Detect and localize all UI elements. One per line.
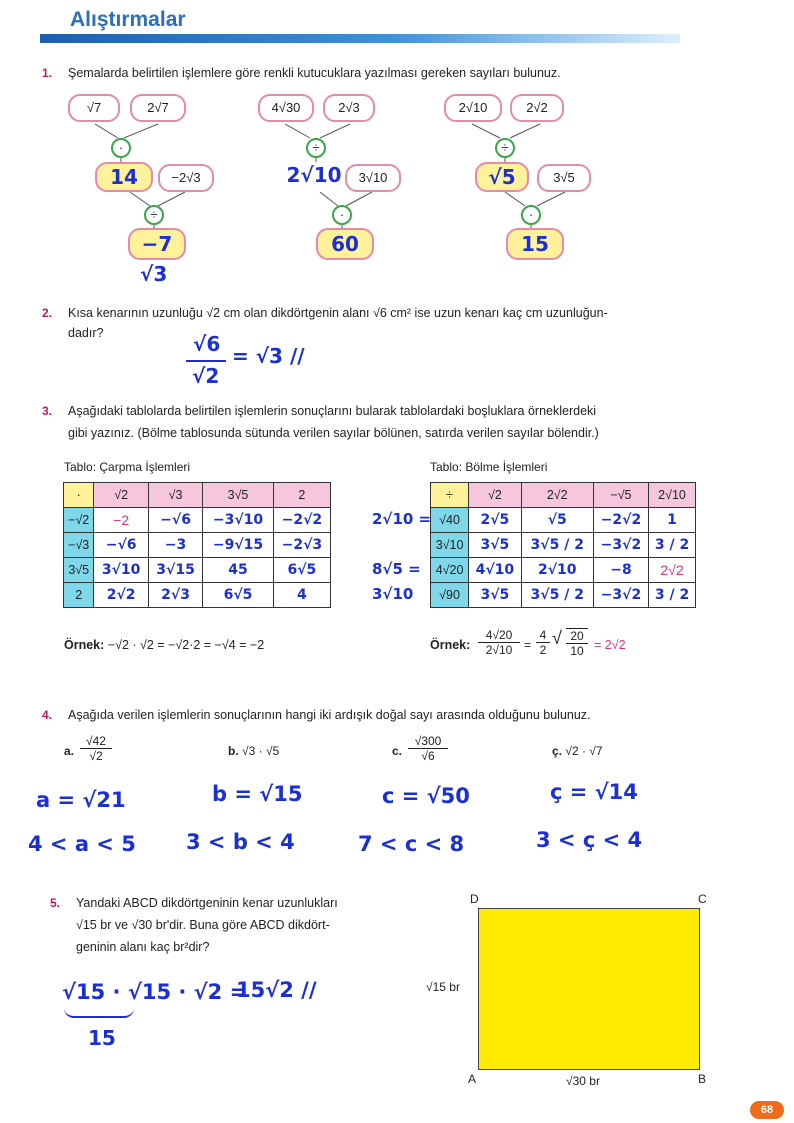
handwritten-answer: √6 [193, 332, 221, 356]
handwritten-answer: 2√10 [537, 562, 577, 578]
table-caption: Tablo: Çarpma İşlemleri [64, 460, 191, 474]
handwritten-answer: 3 / 2 [654, 587, 690, 603]
table-caption: Tablo: Bölme İşlemleri [430, 460, 548, 474]
question-number: 1. [42, 66, 53, 80]
table-row-header: 2 [64, 583, 94, 608]
item-fraction [408, 734, 448, 763]
fraction-denominator: √2 [80, 748, 112, 763]
divide-operator: ÷ [306, 138, 326, 158]
divide-operator: ÷ [495, 138, 515, 158]
handwritten-answer: c = √50 [382, 784, 470, 808]
handwritten-answer: 3 < b < 4 [186, 830, 295, 854]
table-cell [94, 558, 148, 583]
multiply-operator: · [521, 205, 541, 225]
table-header-cell: √2 [469, 483, 522, 508]
table-cell [148, 533, 202, 558]
fraction-numerator: 4 [539, 628, 547, 642]
table-cell [521, 558, 593, 583]
table-cell [593, 508, 648, 533]
handwritten-answer: √5 [547, 512, 567, 528]
handwritten-answer: 3 / 2 [654, 537, 690, 553]
handwritten-answer: 3√15 [156, 562, 195, 578]
table-cell [469, 583, 522, 608]
handwritten-answer: −3√2 [600, 537, 642, 553]
diagram3-input-c: 3√5 [537, 164, 591, 192]
fraction-numerator: √300 [414, 734, 442, 748]
example-label: Örnek: [430, 638, 471, 652]
fraction-denominator: 2√10 [478, 642, 520, 657]
handwritten-answer: −√6 [160, 512, 191, 528]
table-cell [94, 508, 148, 533]
handwritten-answer: −3√10 [212, 512, 264, 528]
fraction-denominator: 2 [536, 642, 550, 657]
table-cell [203, 558, 274, 583]
handwritten-answer: √3 [140, 262, 168, 286]
brace [64, 1008, 134, 1018]
handwritten-answer: 60 [331, 232, 359, 256]
radical-sign: √ [552, 628, 562, 648]
handwritten-answer: 2√3 [161, 587, 190, 603]
item-c-cedilla: ç. √2 · √7 [552, 744, 603, 758]
table-cell [203, 508, 274, 533]
table-row-header: 4√20 [431, 558, 469, 583]
table-row [64, 558, 331, 583]
multiply-operator: · [332, 205, 352, 225]
page-number-badge: 68 [750, 1101, 784, 1119]
handwritten-answer: 2√2 [106, 587, 136, 603]
example-fraction [478, 628, 520, 657]
table-header-cell: 2√10 [649, 483, 696, 508]
table-row [64, 508, 331, 533]
handwritten-answer: 3√10 [101, 562, 141, 578]
handwritten-answer: −2√2 [600, 512, 642, 528]
handwritten-note: 8√5 = [372, 560, 421, 578]
fraction-numerator: √42 [86, 734, 106, 748]
handwritten-answer: 1 [667, 512, 677, 528]
handwritten-answer: 3√5 / 2 [530, 537, 584, 553]
handwritten-answer: −7 [141, 232, 173, 256]
question-number: 2. [42, 306, 53, 320]
handwritten-answer: a = √21 [36, 788, 126, 812]
table-cell [593, 583, 648, 608]
table-cell [649, 558, 696, 583]
diagram3-input-b: 2√2 [510, 94, 564, 122]
diagram1-result-box [128, 228, 186, 260]
table-row-header: −√3 [64, 533, 94, 558]
handwritten-answer: 15 [88, 1026, 116, 1050]
handwritten-answer: −2√3 [281, 537, 323, 553]
example-label: Örnek: [64, 638, 105, 652]
handwritten-answer: 7 < c < 8 [358, 832, 465, 856]
table-corner-cell: ÷ [431, 483, 469, 508]
diagram1-input-c: −2√3 [158, 164, 214, 192]
fraction-bar [186, 360, 226, 362]
handwritten-answer: 14 [110, 165, 138, 189]
diagram1-input-b: 2√7 [130, 94, 186, 122]
multiply-operator: · [111, 138, 131, 158]
handwritten-answer: −3 [164, 537, 187, 553]
diagram1-mid-box [95, 162, 153, 192]
fraction-denominator: 10 [566, 643, 588, 658]
table-row [64, 533, 331, 558]
handwritten-answer: ç = √14 [550, 780, 638, 804]
table-header-cell: −√5 [593, 483, 648, 508]
table-cell [593, 558, 648, 583]
handwritten-answer: 3√5 [480, 587, 510, 603]
table-row [431, 583, 696, 608]
table-cell [148, 508, 202, 533]
handwritten-answer: −8 [610, 562, 632, 578]
question-text: geninin alanı kaç br²dir? [76, 940, 210, 954]
table-header-cell: 2√2 [521, 483, 593, 508]
handwritten-answer: 4√10 [475, 562, 515, 578]
diagram2-result-box [316, 228, 374, 260]
handwritten-answer: 4 [297, 587, 307, 603]
item-label: a. [64, 744, 75, 758]
table-row [431, 558, 696, 583]
diagram2-input-a: 4√30 [258, 94, 314, 122]
handwritten-answer: 3√5 / 2 [530, 587, 584, 603]
handwritten-answer: 3 < ç < 4 [536, 828, 643, 852]
handwritten-answer: √5 [488, 165, 516, 189]
handwritten-answer: b = √15 [212, 782, 303, 806]
handwritten-answer: −9√15 [212, 537, 264, 553]
table-cell [94, 533, 148, 558]
question-number: 4. [42, 708, 53, 722]
item-label: c. [392, 744, 403, 758]
table-cell [273, 583, 330, 608]
example-mult [64, 638, 264, 652]
handwritten-answer: 6√5 [223, 587, 253, 603]
handwritten-answer: = √3 // [232, 344, 305, 368]
table-cell [203, 533, 274, 558]
question-text: Aşağıda verilen işlemlerin sonuçlarının hangi iki ardışık doğal sayı arasında olduğunu bulunuz. [68, 708, 591, 722]
table-header-cell: √2 [94, 483, 148, 508]
question-number: 5. [50, 896, 61, 910]
divide-operator: ÷ [144, 205, 164, 225]
table-row-header: 3√5 [64, 558, 94, 583]
corner-label-a: A [468, 1072, 477, 1086]
table-row [64, 583, 331, 608]
fraction-denominator: √6 [408, 748, 448, 763]
table-cell [521, 533, 593, 558]
table-row [431, 533, 696, 558]
table-row-header: 3√10 [431, 533, 469, 558]
table-cell [148, 558, 202, 583]
diagram2-input-b: 2√3 [323, 94, 375, 122]
table-cell [469, 558, 522, 583]
table-cell [469, 533, 522, 558]
example-text: −√2 · √2 = −√2·2 = −√4 = −2 [107, 638, 265, 652]
fraction-numerator: 20 [570, 629, 584, 643]
question-text: Kısa kenarının uzunluğu √2 cm olan dikdörtgenin alanı √6 cm² ise uzun kenarı kaç cm uzunluğun- [68, 306, 608, 320]
table-header-cell: √3 [148, 483, 202, 508]
table-corner-cell: · [64, 483, 94, 508]
handwritten-answer: −3√2 [600, 587, 642, 603]
corner-label-b: B [698, 1072, 707, 1086]
table-row-header: −√2 [64, 508, 94, 533]
table-header-cell: 3√5 [203, 483, 274, 508]
diagram3-mid-box [475, 162, 529, 192]
handwritten-answer: 4 < a < 5 [28, 832, 136, 856]
handwritten-answer: 3√5 [480, 537, 510, 553]
table-cell [649, 583, 696, 608]
handwritten-answer: 6√5 [287, 562, 317, 578]
handwritten-answer: 2√5 [480, 512, 510, 528]
division-table [430, 482, 696, 608]
handwritten-answer: 45 [228, 562, 248, 578]
diagram1-input-a: √7 [68, 94, 120, 122]
item-b: b. √3 · √5 [228, 744, 280, 758]
table-cell [521, 508, 593, 533]
table-row [431, 508, 696, 533]
multiplication-table [63, 482, 331, 608]
table-row-header: √40 [431, 508, 469, 533]
example-equals: = [524, 638, 532, 652]
corner-label-c: C [698, 892, 707, 906]
example-fraction [566, 628, 588, 658]
table-cell [469, 508, 522, 533]
example-answer: 2√2 [660, 562, 684, 578]
question-text: √15 br ve √30 br'dir. Buna göre ABCD dikdört- [76, 918, 330, 932]
question-text: Şemalarda belirtilen işlemlere göre renkli kutucuklara yazılması gereken sayıları bulunuz. [68, 66, 561, 80]
table-header-cell: 2 [273, 483, 330, 508]
handwritten-answer: √15 · √15 · √2 = [62, 980, 248, 1004]
handwritten-answer: 15√2 // [236, 978, 317, 1002]
handwritten-answer: 2√10 [286, 163, 342, 187]
handwritten-answer: 15 [521, 232, 549, 256]
question-text: dadır? [68, 326, 104, 340]
example-fraction [536, 628, 550, 657]
question-text: Yandaki ABCD dikdörtgeninin kenar uzunlukları [76, 896, 338, 910]
handwritten-answer: −2√2 [281, 512, 323, 528]
handwritten-answer: √2 [192, 364, 220, 388]
page-title: Alıştırmalar [70, 8, 186, 31]
example-result: = 2√2 [594, 638, 626, 652]
table-cell [273, 533, 330, 558]
item-fraction [80, 734, 112, 763]
side-length-label: √15 br [426, 980, 460, 994]
question-text: Aşağıdaki tablolarda belirtilen işlemlerin sonuçlarını bularak tablolardaki boşluklara örneklerdeki [68, 404, 597, 418]
table-cell [649, 533, 696, 558]
question-number: 3. [42, 404, 53, 418]
fraction-numerator: 4√20 [485, 628, 513, 642]
example-answer: −2 [113, 512, 130, 528]
table-cell [203, 583, 274, 608]
rectangle-abcd [478, 908, 700, 1070]
diagram2-input-c: 3√10 [345, 164, 401, 192]
side-length-label: √30 br [566, 1074, 600, 1088]
handwritten-note: 3√10 [372, 585, 414, 603]
table-cell [148, 583, 202, 608]
diagram3-result-box [506, 228, 564, 260]
table-cell [593, 533, 648, 558]
table-cell [273, 508, 330, 533]
table-row-header: √90 [431, 583, 469, 608]
table-cell [521, 583, 593, 608]
handwritten-note: 2√10 = [372, 510, 432, 528]
handwritten-answer: −√6 [105, 537, 137, 553]
question-text: gibi yazınız. (Bölme tablosunda sütunda verilen sayılar bölünen, satırda verilen sayılar bölendir.) [68, 426, 599, 440]
table-cell [273, 558, 330, 583]
diagram3-input-a: 2√10 [444, 94, 502, 122]
diagram2-mid-box [283, 162, 345, 192]
table-cell [94, 583, 148, 608]
table-cell [649, 508, 696, 533]
corner-label-d: D [470, 892, 479, 906]
